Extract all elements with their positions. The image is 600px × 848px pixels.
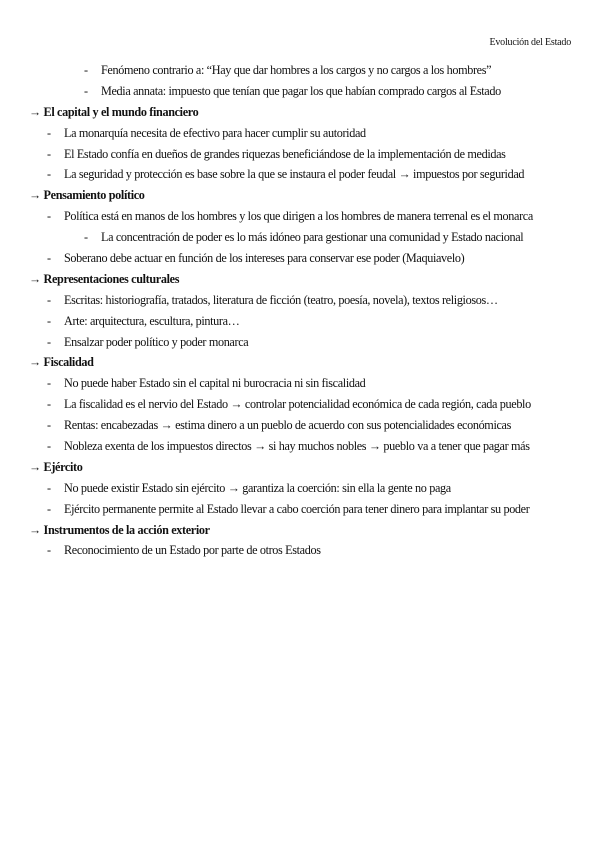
list-item [29,248,580,269]
list-item [29,332,580,353]
arrow-icon: → [29,104,44,119]
bullet-dash-icon: - [47,418,51,433]
section-heading-text: Fiscalidad [43,355,94,370]
list-item [29,394,580,415]
list-item-text: Ensalzar poder político y poder monarca [64,334,249,349]
bullet-dash-icon: - [47,313,51,328]
list-item [29,436,580,457]
section-heading [29,457,580,478]
list-item [29,415,580,436]
bullet-dash-icon: - [47,376,51,391]
section-heading-text: Representaciones culturales [43,271,180,286]
bullet-dash-icon: - [84,63,88,77]
list-item-text: La concentración de poder es lo más idóneo para gestionar una comunidad y Estado nacional [101,230,524,245]
list-item-text: Fenómeno contrario a: “Hay que dar hombres a los cargos y no cargos a los hombres” [101,63,492,77]
list-item [29,144,580,165]
section-heading [29,520,580,541]
bullet-dash-icon: - [47,501,51,516]
list-item [29,478,580,499]
list-item-text: Soberano debe actuar en función de los intereses para conservar ese poder (Maquiavelo) [64,251,465,266]
section-heading [29,185,580,206]
list-item-text: No puede haber Estado sin el capital ni burocracia ni sin fiscalidad [64,376,366,391]
list-item-text: La monarquía necesita de efectivo para hacer cumplir su autoridad [64,125,366,140]
section-heading-text: Instrumentos de la acción exterior [43,522,210,537]
list-item-text: Media annata: impuesto que tenían que pagar los que habían comprado cargos al Estado [101,83,501,98]
list-item [29,373,580,394]
list-item-text: El Estado confía en dueños de grandes riquezas beneficiándose de la implementación de medidas [64,146,506,161]
list-item [29,290,580,311]
sub-list-item [29,81,580,102]
running-header: Evolución del Estado [489,37,571,48]
list-item-text: Política está en manos de los hombres y los que dirigen a los hombres de manera terrenal es el monarca [64,209,533,224]
list-item-text: Reconocimiento de un Estado por parte de otros Estados [64,543,321,558]
list-item [29,499,580,520]
list-item [29,311,580,332]
list-item [29,123,580,144]
list-item-text: La fiscalidad es el nervio del Estado → controlar potencialidad económica de cada región, cada pueblo [64,397,531,412]
sub-list-item [29,227,580,248]
bullet-dash-icon: - [47,543,51,558]
list-item-text: Ejército permanente permite al Estado llevar a cabo coerción para tener dinero para implantar su poder [64,501,530,516]
bullet-dash-icon: - [47,480,51,495]
section-heading [29,352,580,373]
list-item-text: Arte: arquitectura, escultura, pintura… [64,313,240,328]
bullet-dash-icon: - [47,167,51,182]
list-item-text: Escritas: historiografía, tratados, literatura de ficción (teatro, poesía, novela), textos religiosos… [64,292,498,307]
arrow-icon: → [29,355,44,370]
section-heading-text: Pensamiento político [43,188,145,203]
arrow-icon: → [29,459,44,474]
section-heading [29,269,580,290]
bullet-dash-icon: - [47,439,51,454]
list-item [29,540,580,561]
bullet-dash-icon: - [47,397,51,412]
bullet-dash-icon: - [84,230,88,245]
section-heading-text: El capital y el mundo financiero [43,104,199,119]
arrow-icon: → [29,271,44,286]
document-body [29,60,580,561]
bullet-dash-icon: - [84,83,88,98]
bullet-dash-icon: - [47,125,51,140]
bullet-dash-icon: - [47,334,51,349]
section-heading-text: Ejército [43,459,83,474]
bullet-dash-icon: - [47,209,51,224]
list-item-text: Nobleza exenta de los impuestos directos → si hay muchos nobles → pueblo va a tener que pagar más [64,439,530,454]
list-item [29,164,580,185]
list-item-text: Rentas: encabezadas → estima dinero a un pueblo de acuerdo con sus potencialidades económicas [64,418,511,433]
list-item [29,206,580,227]
bullet-dash-icon: - [47,146,51,161]
arrow-icon: → [29,188,44,203]
sub-list-item [29,60,580,81]
list-item-text: No puede existir Estado sin ejército → garantiza la coerción: sin ella la gente no paga [64,480,451,495]
section-heading [29,102,580,123]
arrow-icon: → [29,522,44,537]
bullet-dash-icon: - [47,251,51,266]
list-item-text: La seguridad y protección es base sobre la que se instaura el poder feudal → impuestos por seguridad [64,167,525,182]
bullet-dash-icon: - [47,292,51,307]
